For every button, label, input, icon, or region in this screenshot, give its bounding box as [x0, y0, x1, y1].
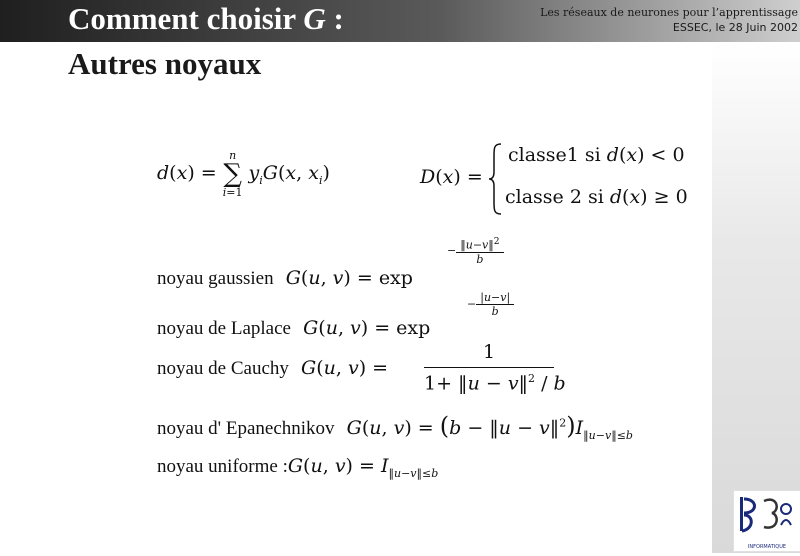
institution-logo — [733, 490, 800, 552]
slide-subtitle: Autres noyaux — [68, 46, 262, 81]
curly-brace-icon — [488, 142, 504, 216]
classification-case-1: classe1 si d(x) < 0 — [508, 144, 685, 166]
gaussian-exponent: − $\frac{‖u-v‖^2}{b}$ — [447, 236, 504, 266]
uniform-kernel: noyau uniforme :G(u, $v) = I_{‖u-v‖\le b}$ — [157, 455, 439, 480]
classification-rule-lhs: D(x) = — [420, 166, 483, 188]
slide-title: Comment choisir G : — [68, 1, 344, 36]
logo-text: INFORMATIQUE — [747, 544, 787, 550]
cauchy-kernel-label: noyau de Cauchy G(u, v) = — [157, 357, 389, 379]
epanechnikov-kernel: noyau d' Epanechnikov G(u, v) = (b − ‖u − $v‖^2)I_{‖u-v‖\le b}$ — [157, 412, 633, 442]
decision-function: d(x) = n ∑ i=1 $y_iG(x$, $x_i$) — [157, 149, 330, 199]
laplace-kernel: noyau de Laplace G(u, v) = exp — [157, 317, 431, 339]
right-side-bar — [712, 42, 800, 553]
cauchy-fraction: 1 1+ ‖u − v‖$^2$ / b — [424, 341, 566, 395]
laplace-exponent: − $\frac{|u-v|}{b}$ — [467, 291, 514, 318]
classification-case-2: classe 2 si d(x) ≥ 0 — [505, 186, 688, 208]
header-course: Les réseaux de neurones pour l’apprentissage — [540, 6, 798, 19]
logo-graphic-icon — [734, 491, 800, 551]
gaussian-kernel: noyau gaussien G(u, v) = exp — [157, 267, 413, 289]
header-date: ESSEC, le 28 Juin 2002 — [672, 21, 798, 34]
